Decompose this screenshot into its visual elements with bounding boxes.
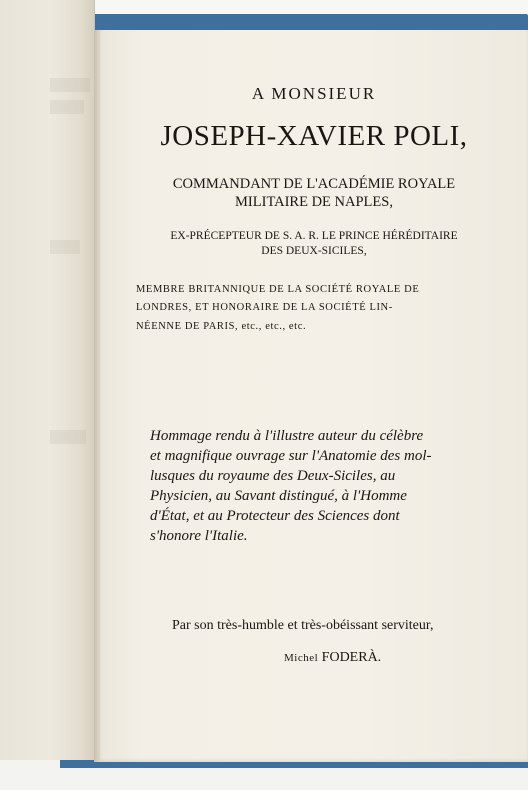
- show-through-text: [50, 78, 90, 92]
- closing-formula: Par son très-humble et très-obéissant serviteur,: [172, 618, 434, 633]
- dedication-page: [100, 30, 528, 762]
- hommage-line: s'honore l'Italie.: [150, 528, 248, 544]
- page-text-block: [100, 30, 528, 762]
- left-facing-page: [0, 0, 95, 760]
- dedicatee-tutor-line: DES DEUX-SICILES,: [261, 245, 367, 257]
- dedicatee-tutor-line: EX-PRÉCEPTEUR DE S. A. R. LE PRINCE HÉRÉDITAIRE: [170, 230, 458, 242]
- hommage-line: Hommage rendu à l'illustre auteur du célèbre: [150, 428, 424, 444]
- dedication-heading: A MONSIEUR: [251, 84, 377, 103]
- dedicatee-membership-line: LONDRES, ET HONORAIRE DE LA SOCIÉTÉ LIN-: [136, 302, 393, 313]
- show-through-text: [50, 430, 86, 444]
- dedicatee-rank-line: COMMANDANT DE L'ACADÉMIE ROYALE: [172, 176, 456, 192]
- hommage-line: lusques du royaume des Deux-Siciles, au: [150, 468, 396, 484]
- background-bottom: [0, 768, 528, 790]
- author-last-name: FODERÀ.: [321, 650, 382, 665]
- show-through-text: [50, 240, 80, 254]
- dedicatee-name: JOSEPH-XAVIER POLI,: [160, 120, 468, 152]
- dedicatee-membership-line: NÉENNE DE PARIS, etc., etc., etc.: [136, 321, 307, 332]
- show-through-text: [50, 100, 84, 114]
- dedicatee-membership-line: MEMBRE BRITANNIQUE DE LA SOCIÉTÉ ROYALE DE: [136, 284, 420, 295]
- author-signature: [284, 650, 381, 666]
- author-first-name: Michel: [284, 652, 319, 664]
- dedicatee-rank-line: MILITAIRE DE NAPLES,: [235, 194, 393, 210]
- hommage-line: et magnifique ouvrage sur l'Anatomie des mol-: [150, 448, 432, 464]
- hommage-line: d'État, et au Protecteur des Sciences dont: [150, 508, 400, 524]
- hommage-line: Physicien, au Savant distingué, à l'Homme: [150, 488, 407, 504]
